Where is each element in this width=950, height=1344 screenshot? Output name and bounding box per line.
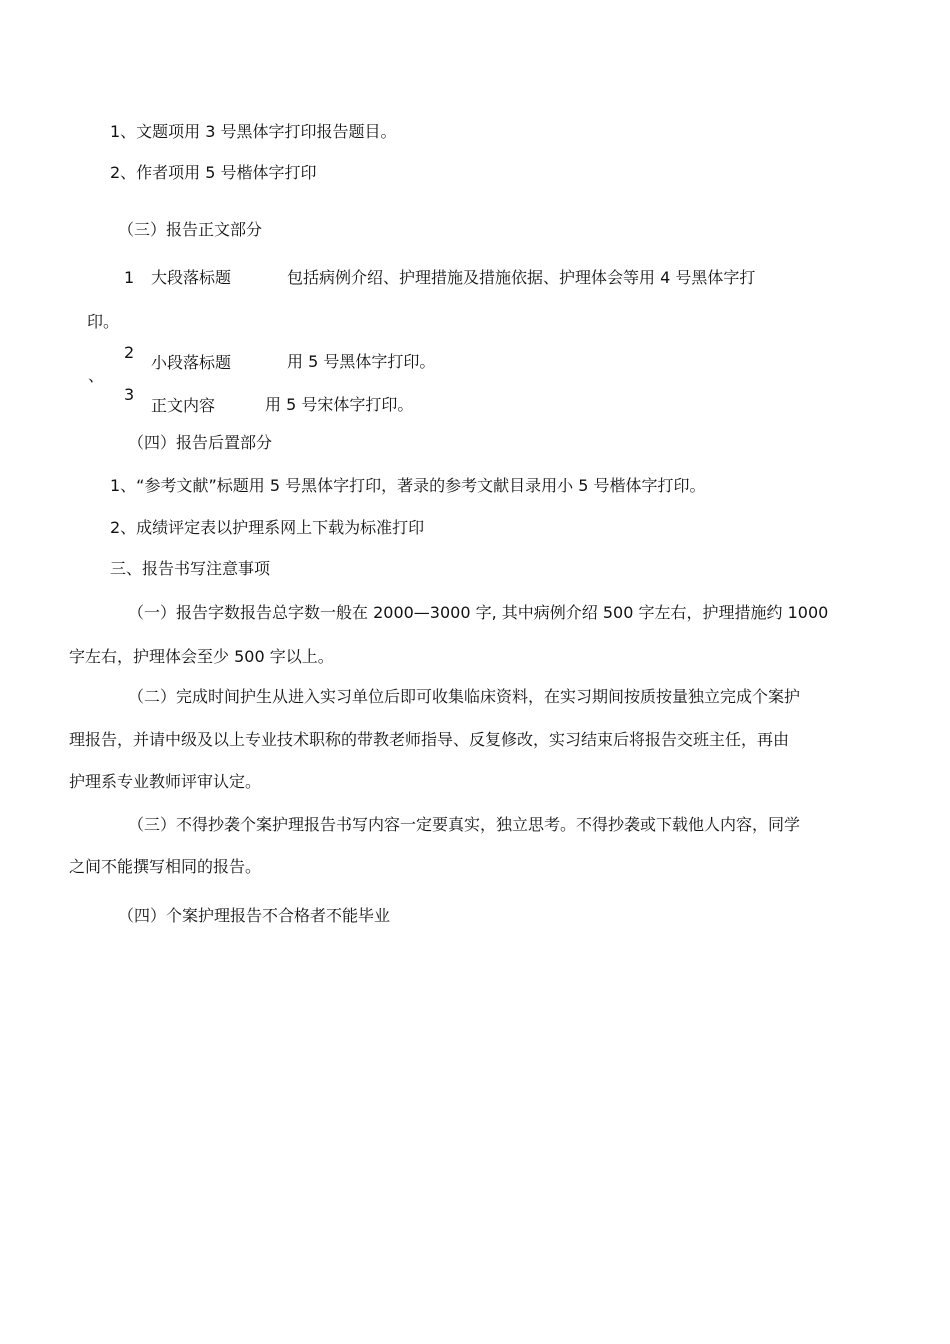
line-grade-form: 2、成绩评定表以护理系网上下载为标准打印 xyxy=(110,518,425,537)
item-number-3: 3 xyxy=(124,385,135,404)
paragraph-timeline-line3: 护理系专业教师评审认定。 xyxy=(69,772,262,791)
item-number-1: 1 xyxy=(124,268,135,287)
item-body-content: 用 5 号宋体字打印。 xyxy=(265,395,414,414)
item-body-large: 包括病例介绍、护理措施及措施依据、护理体会等用 4 号黑体字打 xyxy=(287,268,756,287)
line-title-format: 1、文题项用 3 号黑体字打印报告题目。 xyxy=(110,122,397,141)
paragraph-graduation-rule: （四）个案护理报告不合格者不能毕业 xyxy=(118,906,391,925)
paragraph-word-count: （一）报告字数报告总字数一般在 2000—3000 字, 其中病例介绍 500 字左右，护理措施约 1000 xyxy=(128,603,829,622)
paragraph-word-count-continued: 字左右，护理体会至少 500 字以上。 xyxy=(69,647,334,666)
item-heading-small: 小段落标题 xyxy=(151,353,232,372)
item-number-2: 2 xyxy=(124,343,135,362)
paragraph-no-plagiarism-line2: 之间不能撰写相同的报告。 xyxy=(69,857,262,876)
paragraph-timeline: （二）完成时间护生从进入实习单位后即可收集临床资料，在实习期间按质按量独立完成个案护 xyxy=(128,687,801,706)
item-body-large-continued: 印。 xyxy=(87,312,120,331)
item-body-small: 用 5 号黑体字打印。 xyxy=(287,352,436,371)
section-heading-back-matter: （四）报告后置部分 xyxy=(128,433,273,452)
section-heading-body: （三）报告正文部分 xyxy=(118,220,263,239)
item-heading-large: 大段落标题 xyxy=(151,268,232,287)
item-heading-content: 正文内容 xyxy=(151,396,216,415)
line-references-format: 1、“参考文献”标题用 5 号黑体字打印，著录的参考文献目录用小 5 号楷体字打印。 xyxy=(110,476,706,495)
item-separator-mark: 、 xyxy=(88,366,105,385)
section-heading-notes: 三、报告书写注意事项 xyxy=(110,559,271,578)
paragraph-timeline-line2: 理报告，并请中级及以上专业技术职称的带教老师指导、反复修改，实习结束后将报告交班主任，再由 xyxy=(69,730,790,749)
line-author-format: 2、作者项用 5 号楷体字打印 xyxy=(110,163,317,182)
paragraph-no-plagiarism: （三）不得抄袭个案护理报告书写内容一定要真实，独立思考。不得抄袭或下载他人内容，同学 xyxy=(128,815,801,834)
